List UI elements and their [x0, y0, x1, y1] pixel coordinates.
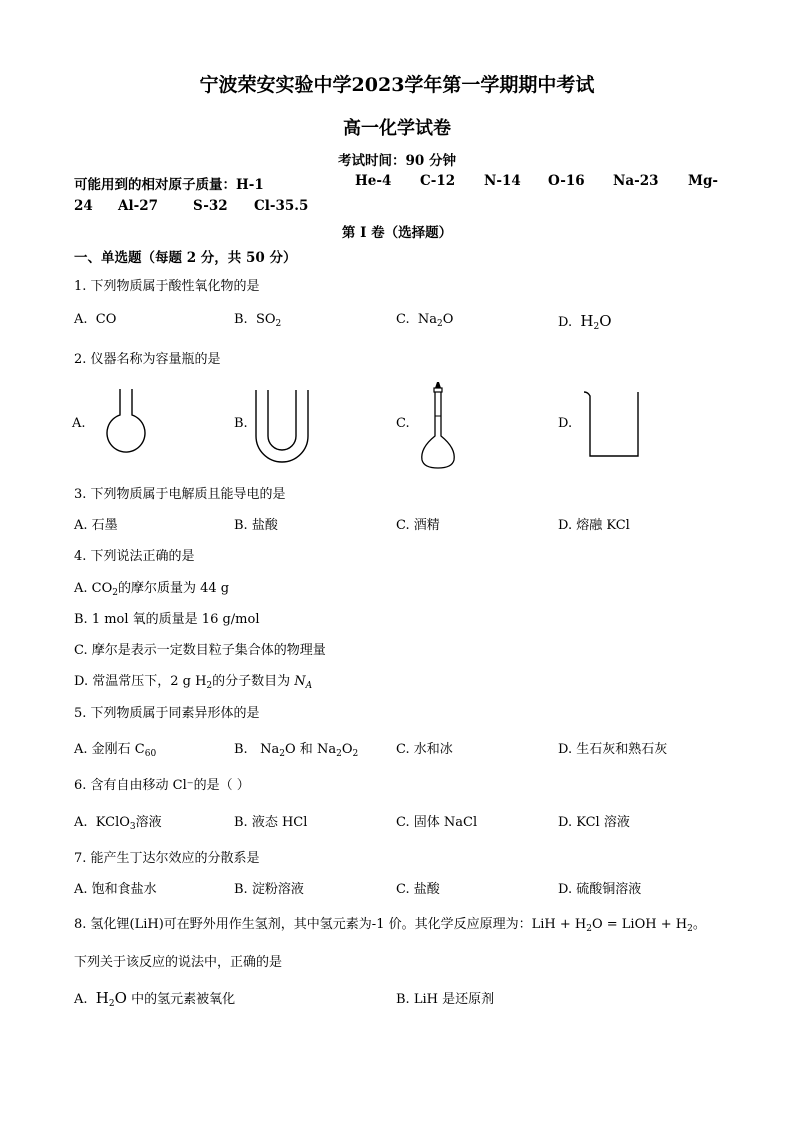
mass-c: C-12 — [420, 173, 456, 189]
mass-mg-value: 24 — [74, 198, 93, 214]
q4-option-b: B. 1 mol 氧的质量是 16 g/mol — [74, 612, 260, 627]
mass-o: O-16 — [548, 173, 585, 189]
q7-option-d: D. 硫酸铜溶液 — [558, 882, 642, 897]
q4-option-a: A. $CO_2$的摩尔质量为 44 g — [74, 581, 230, 598]
q8-option-b: B. LiH 是还原剂 — [396, 992, 495, 1007]
mass-he: He-4 — [355, 173, 392, 189]
q5-option-b: B. $Na_2O$ 和 $Na_2O_2$ — [234, 742, 359, 759]
q1-option-c: C. $Na_2O$ — [396, 312, 454, 329]
mass-na: Na-23 — [613, 173, 659, 189]
q6-option-c: C. 固体 NaCl — [396, 815, 478, 830]
q7-option-b: B. 淀粉溶液 — [234, 882, 304, 897]
q7-option-c: C. 盐酸 — [396, 882, 440, 897]
q2-option-c-label: C. — [396, 416, 410, 431]
q6-option-a: A. KClO$_3$溶液 — [74, 815, 162, 832]
q6-option-b: B. 液态 HCl — [234, 815, 308, 830]
question-1-stem: 1. 下列物质属于酸性氧化物的是 — [74, 279, 260, 294]
q5-option-a: A. 金刚石 $C_{60}$ — [74, 742, 157, 759]
exam-subtitle: 高一化学试卷 — [343, 118, 451, 139]
q5-option-d: D. 生石灰和熟石灰 — [558, 742, 668, 757]
q1-option-a: A. CO — [74, 312, 117, 327]
q5-option-c: C. 水和冰 — [396, 742, 453, 757]
volumetric-flask-icon — [418, 378, 458, 472]
beaker-icon — [582, 390, 642, 458]
q3-option-d: D. 熔融 KCl — [558, 518, 630, 533]
q2-option-a-label: A. — [72, 416, 86, 431]
question-4-stem: 4. 下列说法正确的是 — [74, 549, 195, 564]
q2-option-d-label: D. — [558, 416, 573, 431]
question-8-prompt: 下列关于该反应的说法中，正确的是 — [74, 955, 283, 970]
exam-title: 宁波荣安实验中学2023学年第一学期期中考试 — [199, 74, 595, 96]
q1-option-b: B. $SO_2$ — [234, 312, 282, 329]
q2-option-b-label: B. — [234, 416, 248, 431]
q7-option-a: A. 饱和食盐水 — [74, 882, 157, 897]
exam-time: 考试时间：90 分钟 — [338, 153, 456, 169]
q3-option-b: B. 盐酸 — [234, 518, 278, 533]
atomic-masses-label: 可能用到的相对原子质量：H-1 — [74, 177, 264, 193]
mass-s: S-32 — [193, 198, 228, 214]
mass-cl: Cl-35.5 — [254, 198, 309, 214]
question-2-stem: 2. 仪器名称为容量瓶的是 — [74, 352, 221, 367]
mass-mg: Mg- — [688, 173, 718, 189]
q6-option-d: D. KCl 溶液 — [558, 815, 630, 830]
question-7-stem: 7. 能产生丁达尔效应的分散系是 — [74, 851, 260, 866]
u-tube-icon — [254, 388, 310, 464]
mass-n: N-14 — [484, 173, 521, 189]
q4-option-c: C. 摩尔是表示一定数目粒子集合体的物理量 — [74, 643, 326, 658]
question-3-stem: 3. 下列物质属于电解质且能导电的是 — [74, 487, 286, 502]
q8-option-a: A. $H_2O$ 中的氢元素被氧化 — [74, 989, 236, 1009]
round-flask-icon — [94, 385, 158, 460]
question-5-stem: 5. 下列物质属于同素异形体的是 — [74, 706, 260, 721]
section-heading: 一、单选题（每题 2 分，共 50 分） — [74, 250, 297, 266]
q3-option-a: A. 石墨 — [74, 518, 118, 533]
part-heading: 第 I 卷（选择题） — [341, 225, 453, 241]
q3-option-c: C. 酒精 — [396, 518, 440, 533]
q1-option-d: D. $H_2O$ — [558, 312, 612, 332]
q4-option-d: D. 常温常压下，2 g $H_2$的分子数目为 $N_A$ — [74, 674, 313, 691]
question-6-stem: 6. 含有自由移动 Cl⁻的是（ ） — [74, 778, 250, 793]
mass-al: Al-27 — [118, 198, 158, 214]
question-8-stem: 8. 氢化锂(LiH)可在野外用作生氢剂，其中氢元素为-1 价。其化学反应原理为：LiH + $H_2O$ = LiOH + $H_2$。 — [74, 917, 706, 934]
reaction-equation: LiH + $H_2O$ = LiOH + $H_2$ — [531, 917, 693, 934]
